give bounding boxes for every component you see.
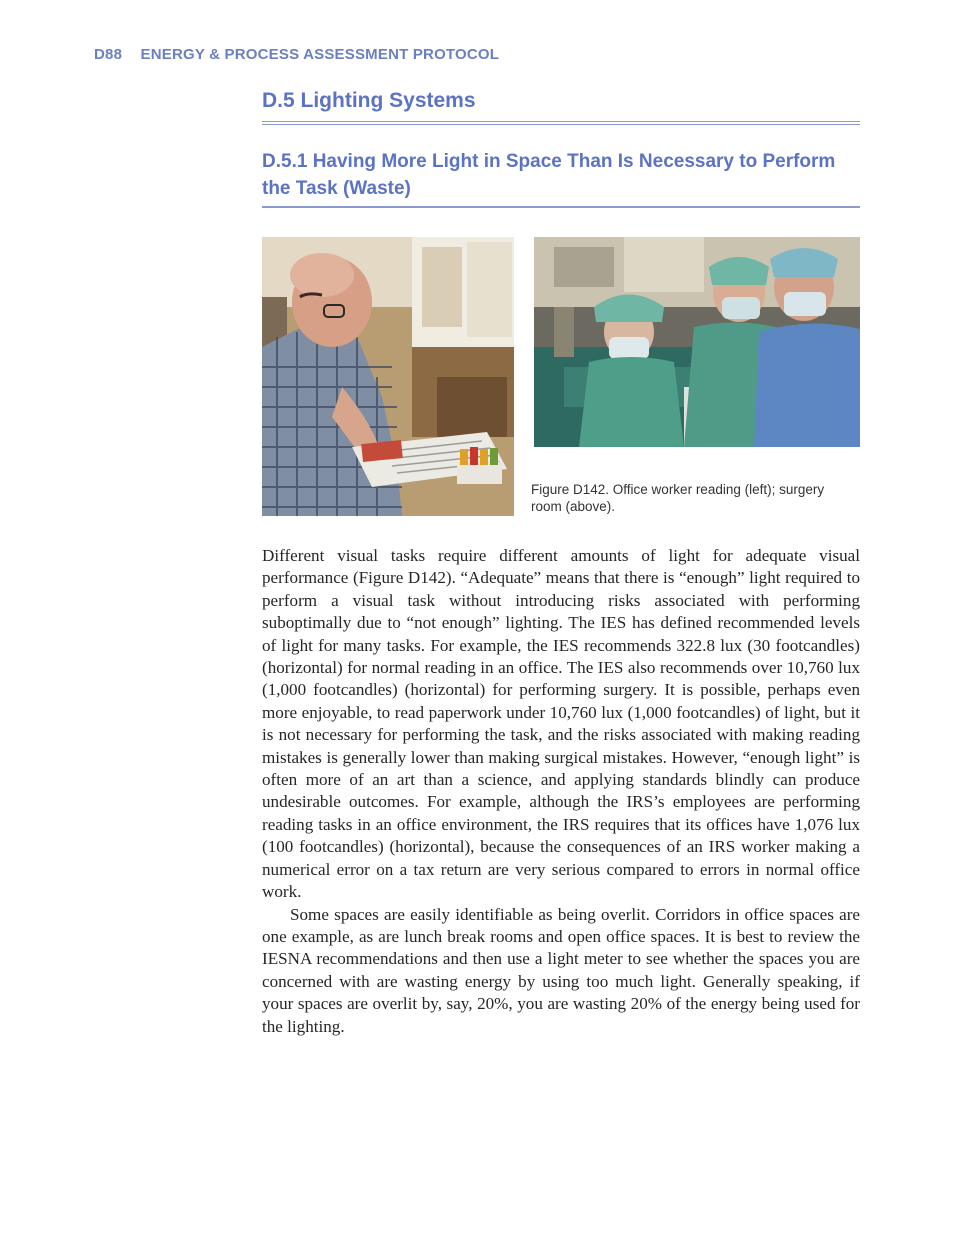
body-paragraph-1: Different visual tasks require different amounts of light for adequate visual performance (Figure D142). “Adequate” means that there is “enough” light required to perform a visual task without introducing risks associated with performing suboptimally due to “not enough” lighting. The IES has defined recommended levels of light for many tasks. For example, the IES recommends 322.8 lux (30 footcandles) (horizontal) for normal reading in an office. The IES also recommends over 10,760 lux (1,000 footcandles) (horizontal) for performing surgery. It is possible, perhaps even more enjoyable, to read paperwork under 10,760 lux (1,000 footcandles) of light, but it is not necessary for performing the task, and the risks associated with making reading mistakes is generally lower than making surgical mistakes. However, “enough light” is often more of an art than a science, and applying standards blindly can produce undesirable outcomes. For example, although the IRS’s employees are performing reading tasks in an office environment, the IRS requires that its offices have 1,076 lux (100 footcandles) (horizontal), because the consequences of an IRS worker making a numerical error on a tax return are very serious compared to errors in normal office work. — [262, 546, 860, 902]
figure-caption: Figure D142. Office worker reading (left); surgery room (above). — [531, 482, 825, 514]
section-rule — [262, 121, 860, 125]
body-text — [262, 545, 860, 1038]
section-title: D.5 Lighting Systems — [262, 89, 476, 112]
page-number: D88 — [94, 46, 123, 63]
subsection-rule — [262, 206, 860, 208]
surgery-room-photo — [534, 237, 860, 447]
running-head — [94, 46, 499, 63]
running-title: ENERGY & PROCESS ASSESSMENT PROTOCOL — [140, 46, 500, 63]
subsection-title: D.5.1 Having More Light in Space Than Is Necessary to Perform the Task (Waste) — [262, 151, 836, 199]
office-worker-photo — [262, 237, 514, 516]
body-paragraph-2: Some spaces are easily identifiable as being overlit. Corridors in office spaces are one example, as are lunch break rooms and open office spaces. It is best to review the IESNA recommendations and then use a light meter to see whether the spaces you are concerned with are wasting energy by using too much light. Generally speaking, if your spaces are overlit by, say, 20%, you are wasting 20% of the energy being used for the lighting. — [262, 904, 860, 1036]
